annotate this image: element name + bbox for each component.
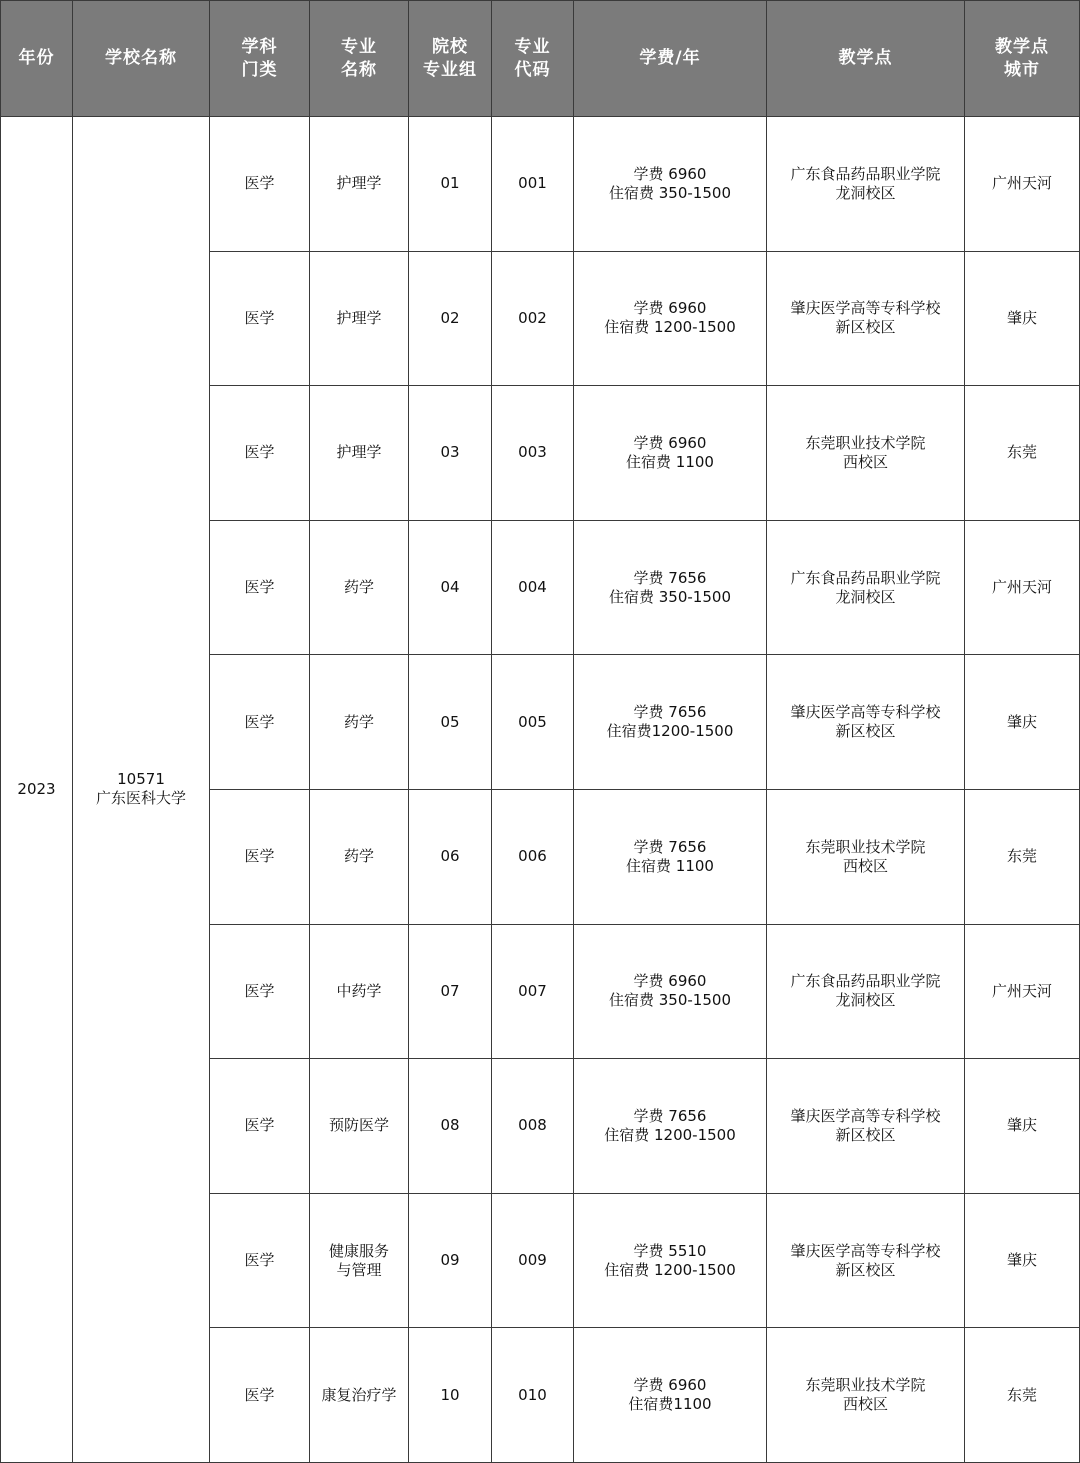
header-label: 专业 <box>341 36 377 57</box>
school-code: 10571 <box>117 770 165 789</box>
header-label: 年份 <box>18 48 55 68</box>
category-cell: 医学 <box>210 251 310 386</box>
group-cell: 04 <box>409 520 492 655</box>
group-cell: 09 <box>409 1193 492 1328</box>
category-cell: 医学 <box>210 386 310 521</box>
fee-line: 学费 6960 <box>633 164 707 183</box>
fee-line: 住宿费 1200-1500 <box>604 318 736 337</box>
city-cell: 肇庆 <box>965 1059 1080 1194</box>
fee-cell <box>574 520 767 655</box>
fee-cell <box>574 1059 767 1194</box>
group-cell: 10 <box>409 1328 492 1463</box>
site-line: 龙洞校区 <box>835 183 896 202</box>
header-label: 门类 <box>241 59 278 80</box>
header-year <box>1 1 73 117</box>
category-cell: 医学 <box>210 789 310 924</box>
group-cell: 01 <box>409 117 492 252</box>
city-cell: 东莞 <box>965 1328 1080 1463</box>
fee-line: 住宿费 350-1500 <box>609 587 731 606</box>
fee-line: 学费 7656 <box>633 837 707 856</box>
major-cell <box>310 655 409 790</box>
year-cell: 2023 <box>1 117 73 1463</box>
site-line: 肇庆医学高等专科学校 <box>790 1241 941 1260</box>
site-cell <box>767 655 965 790</box>
site-line: 西校区 <box>842 856 888 875</box>
code-cell: 003 <box>492 386 574 521</box>
header-label: 教学点 <box>838 48 893 68</box>
major-cell <box>310 1328 409 1463</box>
city-cell: 肇庆 <box>965 251 1080 386</box>
site-cell <box>767 386 965 521</box>
fee-line: 住宿费 1200-1500 <box>604 1125 736 1144</box>
site-cell <box>767 1328 965 1463</box>
category-cell: 医学 <box>210 117 310 252</box>
city-cell: 东莞 <box>965 386 1080 521</box>
category-cell: 医学 <box>210 520 310 655</box>
city-cell: 肇庆 <box>965 1193 1080 1328</box>
fee-line: 住宿费 350-1500 <box>609 183 731 202</box>
major-cell <box>310 1059 409 1194</box>
site-line: 广东食品药品职业学院 <box>790 164 941 183</box>
site-cell <box>767 520 965 655</box>
table-row <box>1 117 1080 252</box>
table-header <box>1 1 1080 117</box>
school-name: 广东医科大学 <box>95 789 186 808</box>
major-line: 药学 <box>343 712 374 731</box>
site-line: 东莞职业技术学院 <box>805 837 926 856</box>
site-line: 龙洞校区 <box>835 587 896 606</box>
city-cell: 广州天河 <box>965 924 1080 1059</box>
header-label: 专业组 <box>423 59 477 80</box>
header-label: 专业 <box>514 36 551 57</box>
category-cell: 医学 <box>210 1193 310 1328</box>
fee-line: 住宿费1100 <box>628 1395 712 1414</box>
fee-line: 学费 7656 <box>633 1106 707 1125</box>
site-line: 肇庆医学高等专科学校 <box>790 703 941 722</box>
group-cell: 07 <box>409 924 492 1059</box>
major-line: 药学 <box>343 578 374 597</box>
site-line: 新区校区 <box>835 1125 896 1144</box>
city-cell: 广州天河 <box>965 117 1080 252</box>
major-line: 药学 <box>343 847 374 866</box>
header-major-group <box>409 1 492 117</box>
fee-line: 学费 6960 <box>633 299 707 318</box>
header-major-name <box>310 1 409 117</box>
header-teaching-site <box>767 1 965 117</box>
header-label: 学校名称 <box>105 48 177 68</box>
header-label: 学费/年 <box>639 48 701 68</box>
site-line: 新区校区 <box>835 722 896 741</box>
header-site-city <box>965 1 1080 117</box>
group-cell: 02 <box>409 251 492 386</box>
category-cell: 医学 <box>210 1328 310 1463</box>
header-row <box>1 1 1080 117</box>
code-cell: 004 <box>492 520 574 655</box>
header-label: 学科 <box>241 36 278 57</box>
site-line: 新区校区 <box>835 1260 896 1279</box>
category-cell: 医学 <box>210 1059 310 1194</box>
site-cell <box>767 789 965 924</box>
fee-cell <box>574 655 767 790</box>
code-cell: 008 <box>492 1059 574 1194</box>
site-cell <box>767 251 965 386</box>
fee-cell <box>574 1193 767 1328</box>
site-line: 肇庆医学高等专科学校 <box>790 299 941 318</box>
major-line: 护理学 <box>336 308 382 327</box>
code-cell: 007 <box>492 924 574 1059</box>
site-line: 肇庆医学高等专科学校 <box>790 1106 941 1125</box>
fee-line: 住宿费 1100 <box>626 856 714 875</box>
city-cell: 广州天河 <box>965 520 1080 655</box>
header-label: 名称 <box>341 59 377 80</box>
major-cell <box>310 789 409 924</box>
fee-line: 学费 6960 <box>633 433 707 452</box>
major-cell <box>310 520 409 655</box>
code-cell: 002 <box>492 251 574 386</box>
fee-line: 住宿费1200-1500 <box>606 722 734 741</box>
category-cell: 医学 <box>210 655 310 790</box>
code-cell: 005 <box>492 655 574 790</box>
header-subject-category <box>210 1 310 117</box>
code-cell: 001 <box>492 117 574 252</box>
fee-cell <box>574 251 767 386</box>
major-line: 护理学 <box>336 443 382 462</box>
fee-line: 学费 5510 <box>633 1241 707 1260</box>
fee-line: 学费 7656 <box>633 568 707 587</box>
site-cell <box>767 117 965 252</box>
site-line: 龙洞校区 <box>835 991 896 1010</box>
site-cell <box>767 1059 965 1194</box>
fee-cell <box>574 924 767 1059</box>
fee-cell <box>574 386 767 521</box>
site-line: 西校区 <box>842 452 888 471</box>
group-cell: 03 <box>409 386 492 521</box>
category-cell: 医学 <box>210 924 310 1059</box>
fee-line: 住宿费 1200-1500 <box>604 1260 736 1279</box>
site-line: 东莞职业技术学院 <box>805 1376 926 1395</box>
school-cell <box>73 117 210 1463</box>
group-cell: 08 <box>409 1059 492 1194</box>
fee-cell <box>574 789 767 924</box>
site-line: 新区校区 <box>835 318 896 337</box>
header-label: 教学点 <box>995 36 1049 57</box>
group-cell: 05 <box>409 655 492 790</box>
code-cell: 010 <box>492 1328 574 1463</box>
major-cell <box>310 386 409 521</box>
fee-cell <box>574 1328 767 1463</box>
major-line: 与管理 <box>336 1260 382 1279</box>
header-school-name <box>73 1 210 117</box>
site-cell <box>767 924 965 1059</box>
major-cell <box>310 251 409 386</box>
table-body <box>1 117 1080 1463</box>
major-line: 护理学 <box>336 174 382 193</box>
major-cell <box>310 924 409 1059</box>
fee-line: 住宿费 350-1500 <box>609 991 731 1010</box>
major-line: 预防医学 <box>328 1116 389 1135</box>
major-line: 中药学 <box>336 981 382 1000</box>
fee-cell <box>574 117 767 252</box>
header-label: 代码 <box>514 59 551 80</box>
header-tuition <box>574 1 767 117</box>
site-line: 广东食品药品职业学院 <box>790 972 941 991</box>
city-cell: 肇庆 <box>965 655 1080 790</box>
major-line: 健康服务 <box>328 1241 389 1260</box>
header-major-code <box>492 1 574 117</box>
group-cell: 06 <box>409 789 492 924</box>
city-cell: 东莞 <box>965 789 1080 924</box>
major-cell <box>310 1193 409 1328</box>
major-cell <box>310 117 409 252</box>
major-line: 康复治疗学 <box>321 1385 397 1404</box>
site-cell <box>767 1193 965 1328</box>
site-line: 东莞职业技术学院 <box>805 433 926 452</box>
fee-line: 住宿费 1100 <box>626 452 714 471</box>
code-cell: 006 <box>492 789 574 924</box>
header-label: 院校 <box>432 36 468 57</box>
site-line: 西校区 <box>842 1395 888 1414</box>
site-line: 广东食品药品职业学院 <box>790 568 941 587</box>
code-cell: 009 <box>492 1193 574 1328</box>
fee-line: 学费 7656 <box>633 703 707 722</box>
fee-line: 学费 6960 <box>633 1376 707 1395</box>
header-label: 城市 <box>1004 59 1040 80</box>
fee-line: 学费 6960 <box>633 972 707 991</box>
